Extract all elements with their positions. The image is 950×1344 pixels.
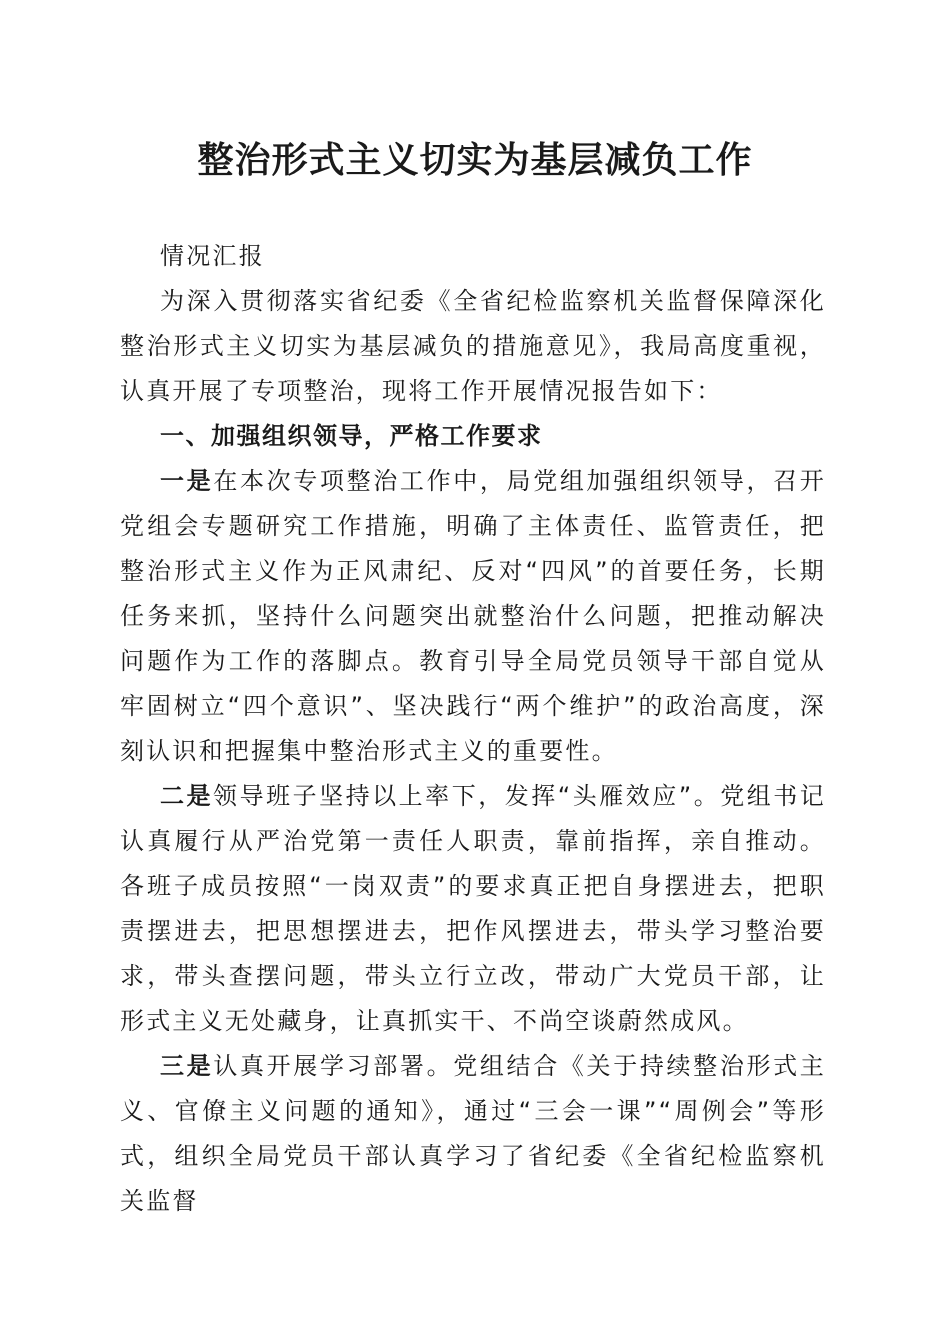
paragraph-1 — [120, 459, 826, 774]
paragraph-3-body: 认真开展学习部署。党组结合《关于持续整治形式主义、官僚主义问题的通知》，通过“三会一课”“周例会”等形式，组织全局党员干部认真学习了省纪委《全省纪检监察机关监督 — [120, 1052, 826, 1215]
paragraph-2-lead: 二是 — [160, 782, 214, 810]
paragraph-2-body: 领导班子坚持以上率下，发挥“头雁效应”。党组书记认真履行从严治党第一责任人职责，靠前指挥，亲自推动。各班子成员按照“一岗双责”的要求真正把自身摆进去，把职责摆进去，把思想摆进去，把作风摆进去，带头学习整治要求，带头查摆问题，带头立行立改，带动广大党员干部，让形式主义无处藏身，让真抓实干、不尚空谈蔚然成风。 — [120, 782, 827, 1035]
document-title: 整治形式主义切实为基层减负工作 — [197, 139, 753, 181]
document-body — [120, 234, 826, 1224]
paragraph-1-body: 在本次专项整治工作中，局党组加强组织领导，召开党组会专题研究工作措施，明确了主体责任、监管责任，把整治形式主义作为正风肃纪、反对“四风”的首要任务，长期任务来抓，坚持什么问题突出就整治什么问题，把推动解决问题作为工作的落脚点。教育引导全局党员领导干部自觉从牢固树立“四个意识”、坚决践行“两个维护”的政治高度，深刻认识和把握集中整治形式主义的重要性。 — [120, 467, 826, 765]
paragraph-1-lead: 一是 — [160, 467, 214, 495]
section-heading-1: 一、加强组织领导，严格工作要求 — [160, 422, 543, 450]
intro-paragraph: 为深入贯彻落实省纪委《全省纪检监察机关监督保障深化整治形式主义切实为基层减负的措施意见》，我局高度重视，认真开展了专项整治，现将工作开展情况报告如下： — [120, 287, 826, 405]
paragraph-3-lead: 三是 — [160, 1052, 214, 1080]
subtitle-paragraph: 情况汇报 — [160, 242, 265, 270]
paragraph-3 — [120, 1044, 826, 1224]
paragraph-2 — [120, 774, 826, 1044]
